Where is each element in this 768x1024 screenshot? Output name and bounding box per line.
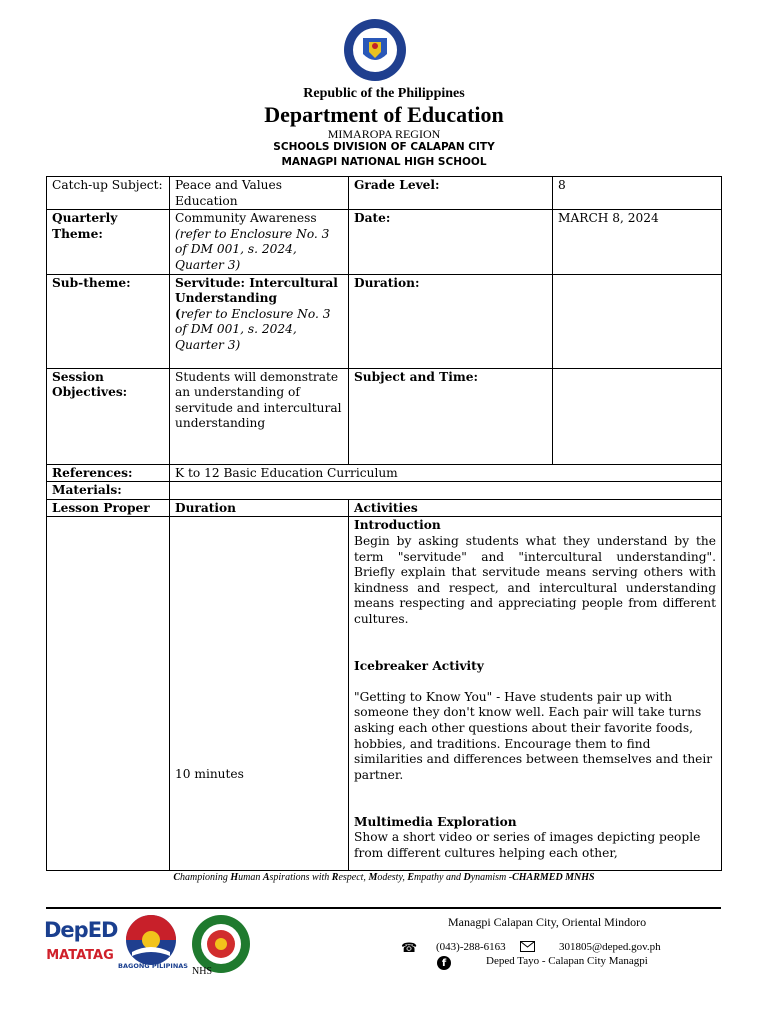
deped-seal-logo (335, 18, 415, 82)
grade-value: 8 (553, 177, 722, 210)
date-label: Date: (349, 210, 553, 274)
materials-label: Materials: (47, 482, 170, 500)
table-row (47, 368, 722, 464)
materials-value (170, 482, 722, 500)
references-value: K to 12 Basic Education Curriculum (170, 464, 722, 482)
subtheme-label: Sub-theme: (47, 274, 170, 368)
objectives-value: Students will demonstrate an understanding of servitude and intercultural understanding (170, 368, 349, 464)
table-row (47, 482, 722, 500)
subtheme-value: Servitude: Intercultural Understanding (175, 275, 338, 306)
grade-label: Grade Level: (349, 177, 553, 210)
icebreaker-text: "Getting to Know You" - Have students pair up with someone they don't know well. Each pair will take turns asking each other questions about their favorite foods, hobbies, and traditions. Encourage them to find similarities and differences between themselves and their partner. (354, 689, 713, 782)
email-address: 301805@deped.gov.ph (559, 941, 661, 953)
subtheme-ref: refer to Enclosure No. 3 of DM 001, s. 2024, Quarter 3) (175, 306, 331, 352)
deped-matatag-logo: DepED MATATAG (44, 918, 118, 963)
duration-value (553, 274, 722, 368)
department-title: Department of Education (264, 102, 504, 127)
intro-title: Introduction (354, 518, 441, 533)
school-line: MANAGPI NATIONAL HIGH SCHOOL (281, 156, 487, 168)
region-line: MIMAROPA REGION (327, 127, 441, 141)
school-address: Managpi Calapan City, Oriental Mindoro (448, 915, 647, 929)
subject-value: Peace and Values Education (170, 177, 349, 210)
phone-icon: ☎ (401, 941, 418, 956)
subject-label: Catch-up Subject: (47, 177, 170, 210)
school-motto: Championing Human Aspirations with Respect, Modesty, Empathy and Dynamism -CHARMED MNHS (173, 872, 595, 883)
lesson-proper-header: Lesson Proper (47, 499, 170, 517)
objectives-label: Session Objectives: (47, 368, 170, 464)
table-row (47, 274, 722, 368)
table-row (47, 517, 722, 871)
intro-text: Begin by asking students what they understand by the term "servitude" and "intercultural understanding". Briefly explain that servitude means serving others with kindness and respect, and intercultural understanding means respecting and appreciating people from different cultures. (354, 533, 716, 626)
division-line: SCHOOLS DIVISION OF CALAPAN CITY (273, 141, 495, 153)
subtheme-ref-paren: ( (175, 306, 181, 321)
subject-time-label: Subject and Time: (349, 368, 553, 464)
republic-line: Republic of the Philippines (303, 86, 465, 101)
subtheme-cell (170, 274, 349, 368)
footer-divider (46, 907, 721, 909)
lesson-duration: 10 minutes (170, 517, 349, 871)
multimedia-title: Multimedia Exploration (354, 814, 517, 829)
activities-column-header: Activities (349, 499, 722, 517)
facebook-icon: f (437, 956, 451, 970)
subject-time-value (553, 368, 722, 464)
table-row (47, 210, 722, 274)
table-row (47, 177, 722, 210)
theme-label: Quarterly Theme: (47, 210, 170, 274)
theme-value: Community Awareness (175, 211, 317, 226)
theme-cell (170, 210, 349, 274)
bagong-pilipinas-label: BAGONG PILIPINAS (118, 962, 188, 970)
table-row (47, 464, 722, 482)
table-row (47, 499, 722, 517)
duration-column-header: Duration (170, 499, 349, 517)
activities-cell (349, 517, 722, 871)
lesson-proper-cell (47, 517, 170, 871)
date-value: MARCH 8, 2024 (553, 210, 722, 274)
facebook-page: Deped Tayo - Calapan City Managpi (486, 955, 648, 967)
duration-label: Duration: (349, 274, 553, 368)
phone-number: (043)-288-6163 (436, 941, 506, 953)
lesson-plan-table (46, 176, 722, 871)
theme-ref: (refer to Enclosure No. 3 of DM 001, s. 2024, Quarter 3) (175, 226, 330, 272)
mail-icon (520, 941, 535, 952)
nhs-label: NHS (192, 966, 213, 977)
multimedia-text: Show a short video or series of images depicting people from different cultures helping each other, (354, 830, 701, 860)
icebreaker-title: Icebreaker Activity (354, 658, 484, 673)
references-label: References: (47, 464, 170, 482)
